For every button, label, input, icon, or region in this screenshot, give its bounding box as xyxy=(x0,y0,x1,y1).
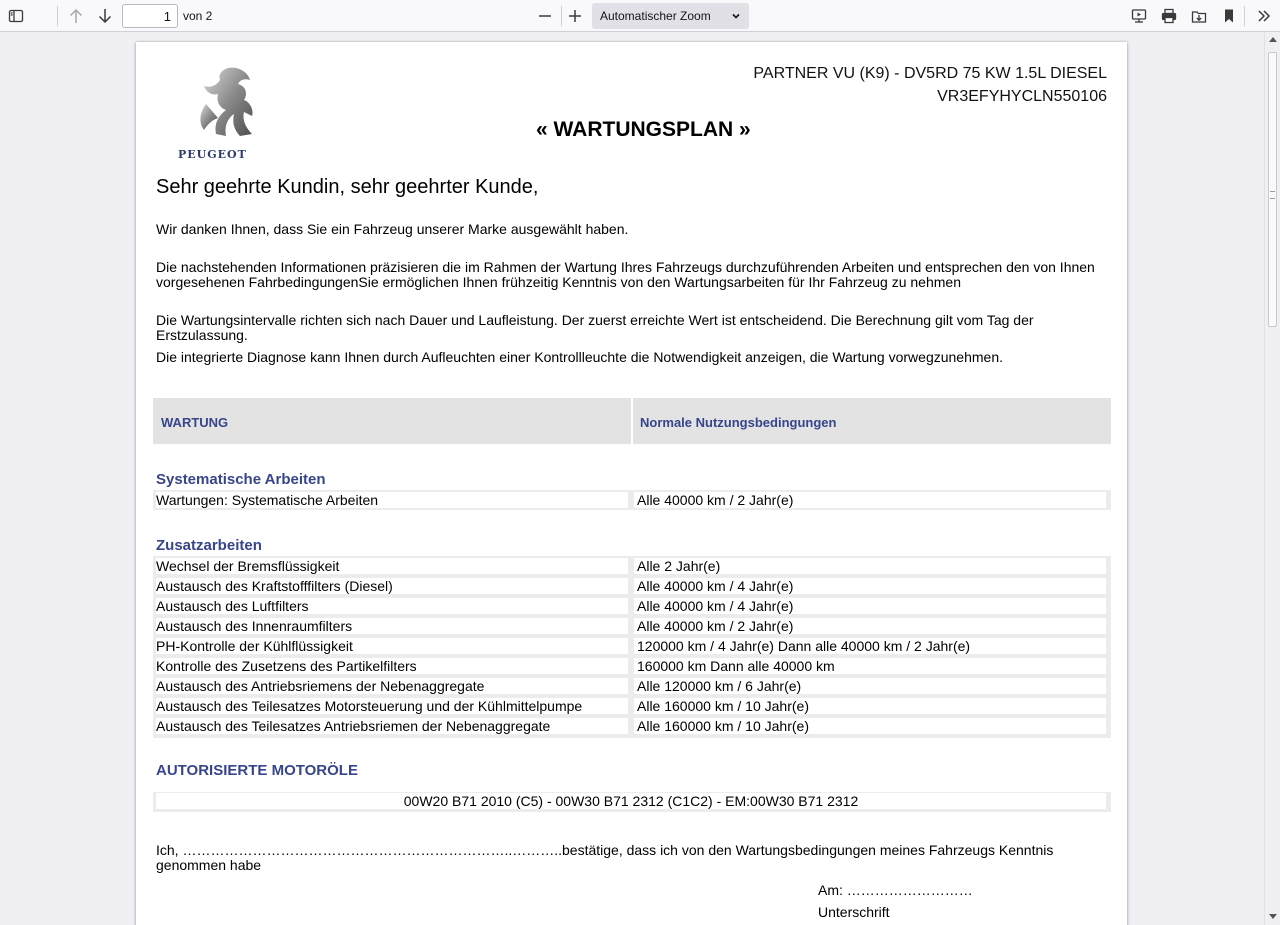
zoom-select[interactable] xyxy=(592,3,749,29)
table-row xyxy=(153,717,1111,737)
brand-wordmark: PEUGEOT xyxy=(178,148,247,161)
systematic-section-title: Systematische Arbeiten xyxy=(156,471,326,488)
engine-oil-table xyxy=(153,792,1111,812)
interval-cell: Alle 160000 km / 10 Jahr(e) xyxy=(634,698,1106,714)
task-cell: Wechsel der Bremsflüssigkeit xyxy=(156,558,628,574)
toolbar-divider xyxy=(57,6,58,26)
scroll-thumb[interactable] xyxy=(1268,52,1277,327)
table-row xyxy=(153,617,1111,637)
interval-cell: Alle 2 Jahr(e) xyxy=(634,558,1106,574)
document-viewer[interactable] xyxy=(0,32,1264,925)
interval-cell: Alle 120000 km / 6 Jahr(e) xyxy=(634,678,1106,694)
greeting: Sehr geehrte Kundin, sehr geehrter Kunde, xyxy=(156,176,539,198)
vehicle-line: PARTNER VU (K9) - DV5RD 75 KW 1.5L DIESEL xyxy=(753,65,1107,82)
task-cell: Austausch des Teilesatzes Motorsteuerung und der Kühlmittelpumpe xyxy=(156,698,628,714)
presentation-icon[interactable] xyxy=(1127,4,1151,28)
arrow-down-icon[interactable] xyxy=(93,4,117,28)
more-tools-icon[interactable] xyxy=(1252,4,1276,28)
print-icon[interactable] xyxy=(1157,4,1181,28)
page-number-input[interactable] xyxy=(122,4,178,28)
vin-number: VR3EFYHYCLN550106 xyxy=(937,88,1107,105)
signature-label: Unterschrift xyxy=(818,904,890,920)
info-paragraph: Die nachstehenden Informationen präzisieren die im Rahmen der Wartung Ihres Fahrzeugs durchzuführenden Arbeiten und entsprechen den von Ihnen vorgesehenen FahrbedingungenSie ermöglichen Ihnen frühzeitig Kenntnis von den Wartungsarbeiten für Ihr Fahrzeug zu nehmen xyxy=(156,259,1095,290)
task-cell: PH-Kontrolle der Kühlflüssigkeit xyxy=(156,638,628,654)
interval-cell: Alle 40000 km / 2 Jahr(e) xyxy=(634,618,1106,634)
table-row xyxy=(153,697,1111,717)
scroll-up-icon[interactable] xyxy=(1269,37,1277,42)
confirmation-text: Ich, ……………………………………………………………..………..bestätige, dass ich von den Wartungsbedingungen meines Fahrzeugs Kenntnis genommen habe xyxy=(156,842,1054,873)
additional-table xyxy=(153,556,1111,738)
task-cell: Austausch des Innenraumfilters xyxy=(156,618,628,634)
header-wartung: WARTUNG xyxy=(161,415,229,430)
table-row xyxy=(153,657,1111,677)
additional-section-title: Zusatzarbeiten xyxy=(156,537,262,554)
engine-oil-value: 00W20 B71 2010 (C5) - 00W30 B71 2312 (C1C2) - EM:00W30 B71 2312 xyxy=(156,793,1106,809)
zoom-out-icon[interactable] xyxy=(533,4,557,28)
diagnosis-paragraph: Die integrierte Diagnose kann Ihnen durch Aufleuchten einer Kontrollleuchte die Notwendigkeit anzeigen, die Wartung vorwegzunehmen. xyxy=(156,349,1004,365)
save-icon[interactable] xyxy=(1187,4,1211,28)
peugeot-lion-logo xyxy=(176,64,266,160)
intro-paragraph: Wir danken Ihnen, dass Sie ein Fahrzeug unserer Marke ausgewählt haben. xyxy=(156,221,629,237)
zoom-in-icon[interactable] xyxy=(563,4,587,28)
table-row xyxy=(153,637,1111,657)
pdf-page xyxy=(136,42,1127,925)
scroll-down-icon[interactable] xyxy=(1269,914,1277,919)
table-row xyxy=(153,597,1111,617)
interval-cell: 160000 km Dann alle 40000 km xyxy=(634,658,1106,674)
vertical-scrollbar[interactable] xyxy=(1264,32,1280,925)
task-cell: Austausch des Kraftstofffilters (Diesel) xyxy=(156,578,628,594)
task-cell: Austausch des Antriebsriemens der Nebenaggregate xyxy=(156,678,628,694)
interval-paragraph: Die Wartungsintervalle richten sich nach Dauer und Laufleistung. Der zuerst erreichte Wert ist entscheidend. Die Berechnung gilt vom Tag der Erstzulassung. xyxy=(156,312,1034,343)
arrow-up-icon[interactable] xyxy=(64,4,88,28)
zoom-select-label: Automatischer Zoom xyxy=(600,9,711,23)
systematic-table xyxy=(153,490,1111,510)
grip-icon xyxy=(1270,191,1275,199)
interval-cell: Alle 40000 km / 4 Jahr(e) xyxy=(634,578,1106,594)
sidebar-toggle-icon[interactable] xyxy=(4,4,28,28)
date-line: Am: ……………………… xyxy=(818,882,973,898)
header-conditions: Normale Nutzungsbedingungen xyxy=(640,415,837,430)
bookmark-icon[interactable] xyxy=(1217,4,1241,28)
interval-cell: Alle 160000 km / 10 Jahr(e) xyxy=(634,718,1106,734)
engine-oil-section-title: AUTORISIERTE MOTORÖLE xyxy=(156,762,358,779)
maintenance-table-header xyxy=(153,398,1111,444)
interval-cell: Alle 40000 km / 2 Jahr(e) xyxy=(634,492,1106,508)
document-title: « WARTUNGSPLAN » xyxy=(536,118,751,141)
page-count-label: von 2 xyxy=(183,9,213,23)
pdf-toolbar xyxy=(0,0,1280,32)
toolbar-divider xyxy=(561,6,562,26)
table-row xyxy=(153,557,1111,577)
task-cell: Austausch des Luftfilters xyxy=(156,598,628,614)
task-cell: Wartungen: Systematische Arbeiten xyxy=(156,492,628,508)
toolbar-divider xyxy=(1244,6,1245,26)
interval-cell: Alle 40000 km / 4 Jahr(e) xyxy=(634,598,1106,614)
interval-cell: 120000 km / 4 Jahr(e) Dann alle 40000 km / 2 Jahr(e) xyxy=(634,638,1106,654)
table-row xyxy=(153,677,1111,697)
table-row xyxy=(153,491,1111,511)
task-cell: Kontrolle des Zusetzens des Partikelfilters xyxy=(156,658,628,674)
task-cell: Austausch des Teilesatzes Antriebsriemen der Nebenaggregate xyxy=(156,718,628,734)
header-divider xyxy=(631,398,633,444)
table-row xyxy=(153,577,1111,597)
chevron-down-icon xyxy=(731,11,741,21)
